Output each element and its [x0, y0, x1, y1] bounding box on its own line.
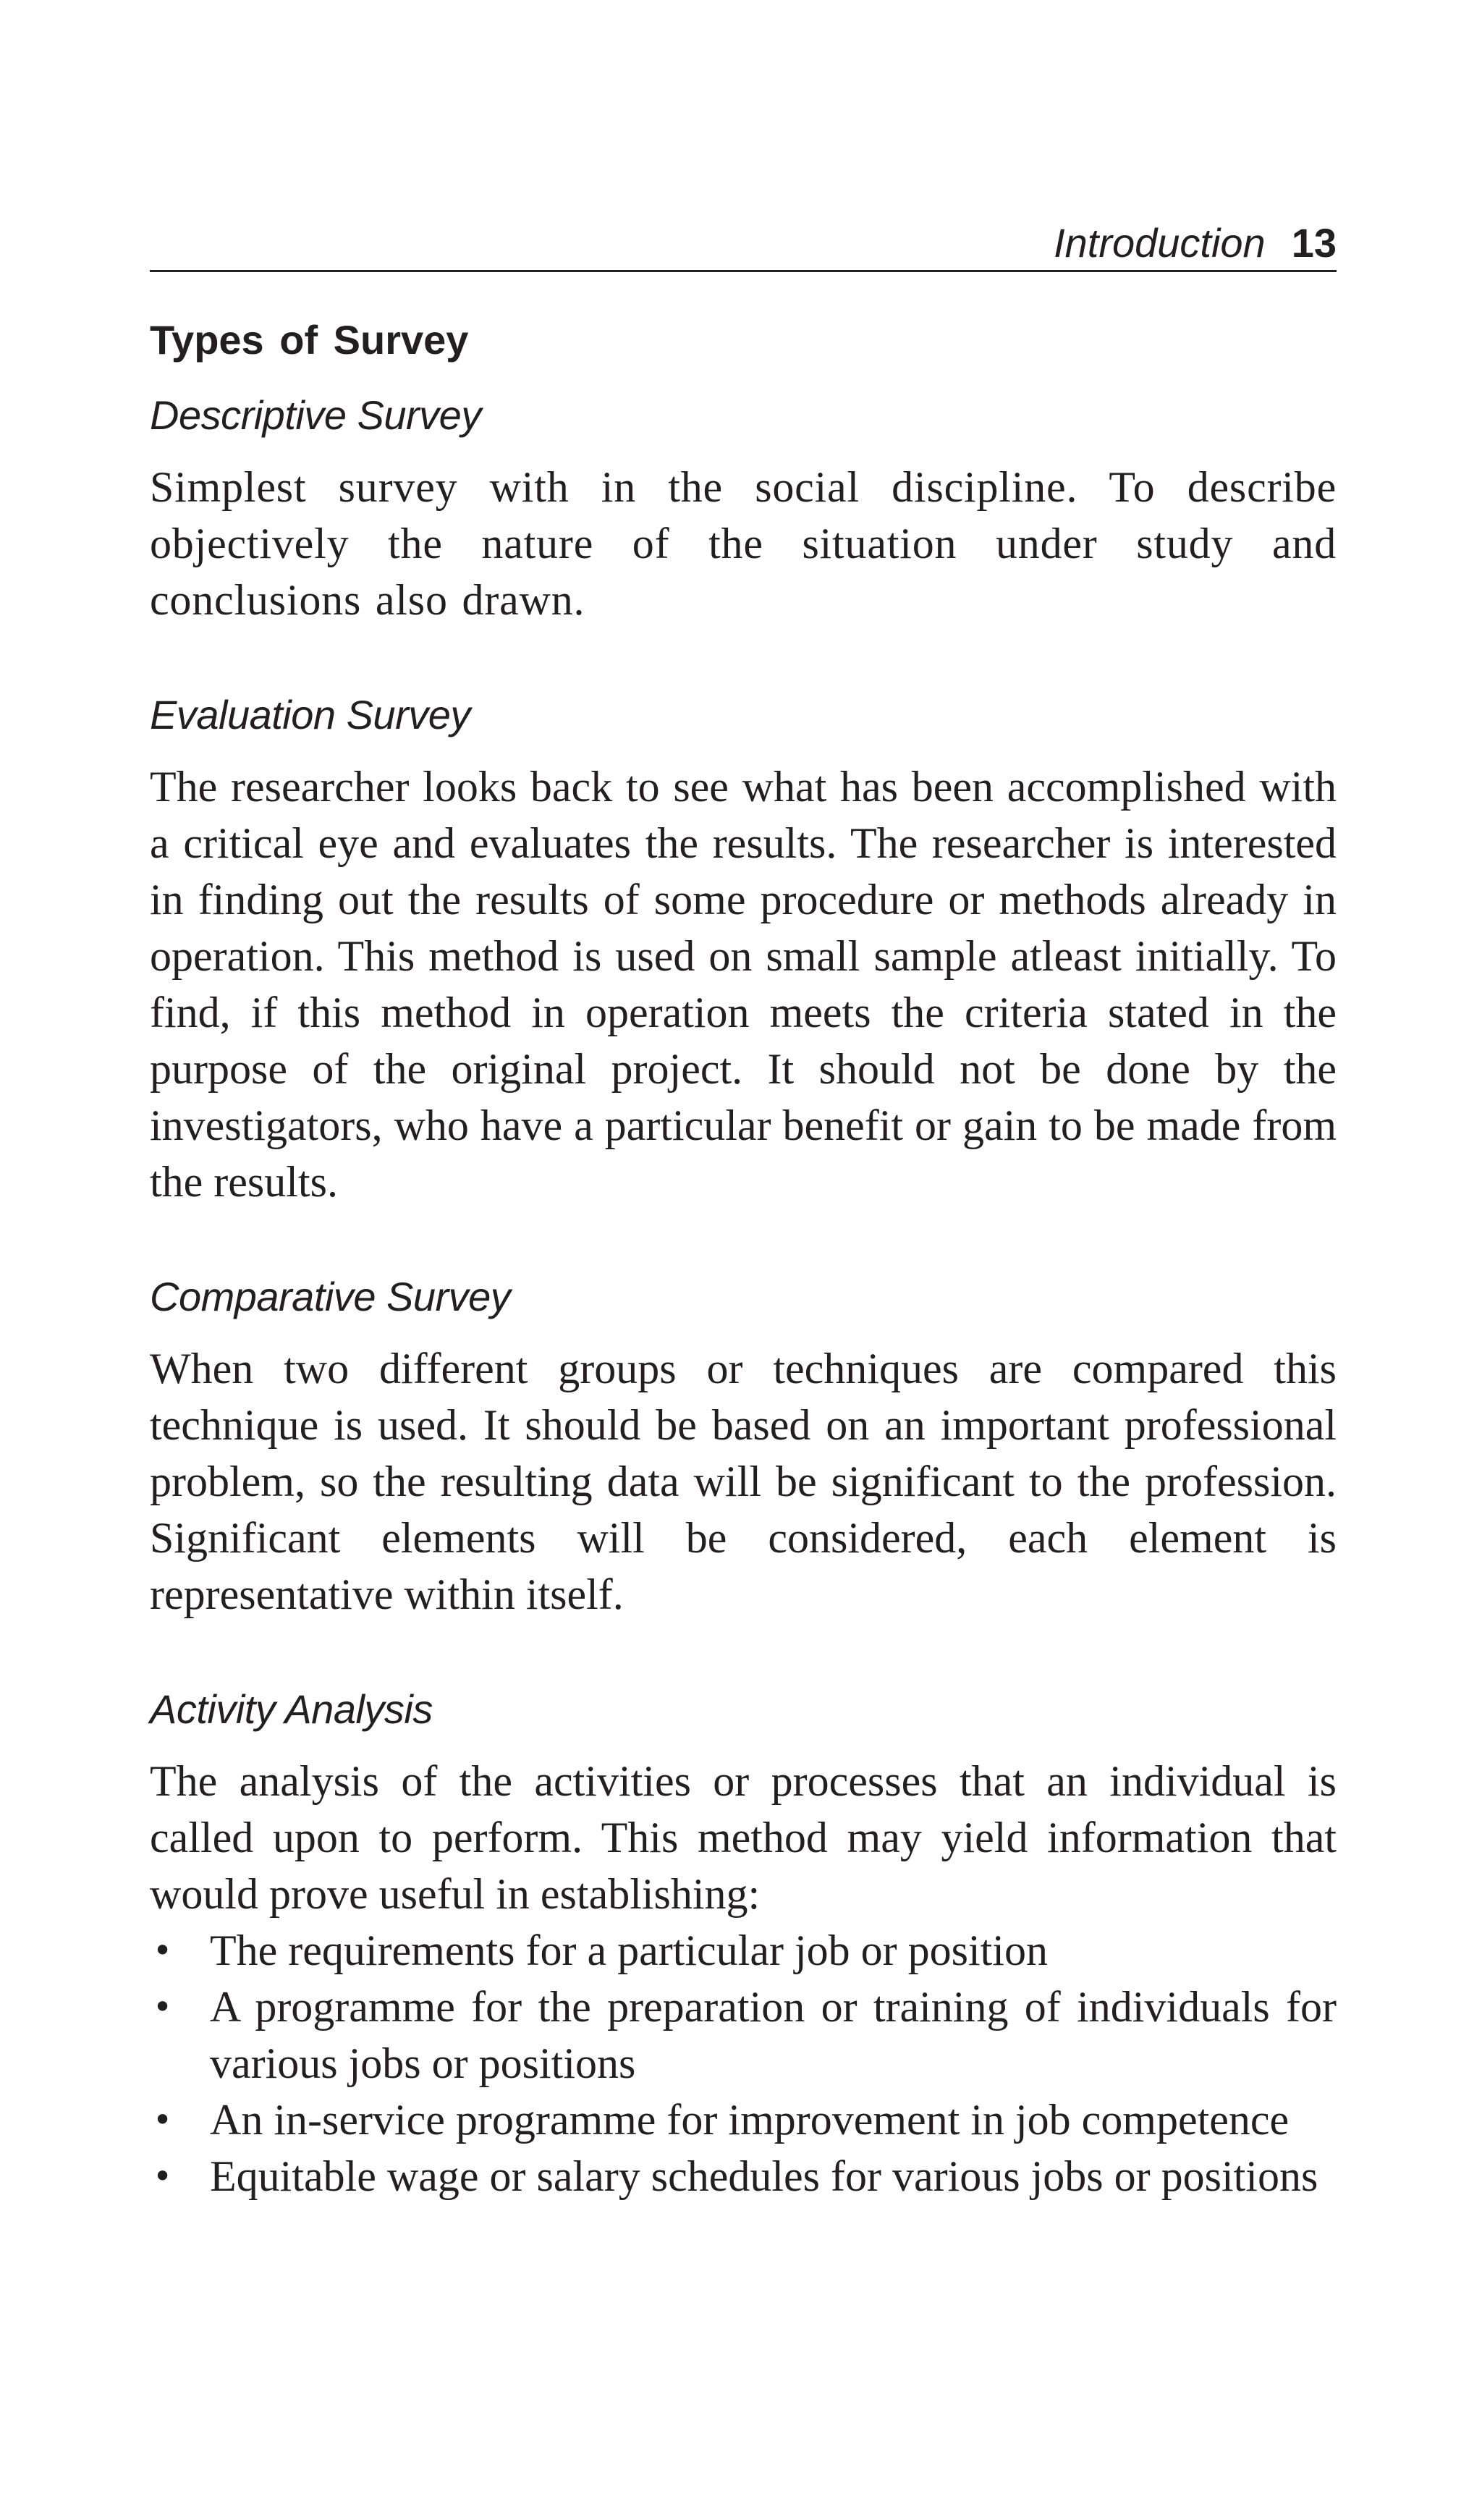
bullet-icon: • — [153, 1987, 173, 2026]
list-item — [150, 1922, 1337, 1979]
evaluation-survey-heading: Evaluation Survey — [150, 692, 470, 737]
evaluation-survey-section — [150, 686, 1337, 1210]
section-heading: Types of Survey — [150, 317, 469, 363]
list-item-text: A programme for the preparation or training of individuals for various jobs or positions — [210, 1983, 1337, 2087]
comparative-survey-paragraph: When two different groups or techniques are compared this technique is used. It should be based on an important professional problem, so the resulting data will be significant to the profession. Significant elements will be considered, each element is representative within itself. — [150, 1345, 1337, 1618]
list-item-text: The requirements for a particular job or position — [210, 1927, 1048, 1974]
header-rule — [150, 270, 1337, 272]
page-content — [150, 311, 1337, 2204]
bullet-icon: • — [153, 2157, 173, 2196]
list-item — [150, 2092, 1337, 2148]
page-number: 13 — [1291, 220, 1337, 266]
activity-analysis-heading: Activity Analysis — [150, 1686, 433, 1732]
activity-analysis-paragraph: The analysis of the activities or processes that an individual is called upon to perform. This method may yield information that would prove useful in establishing: — [150, 1757, 1337, 1918]
section-gap — [150, 628, 1337, 686]
descriptive-survey-heading: Descriptive Survey — [150, 392, 481, 438]
section-gap — [150, 1623, 1337, 1680]
list-item-text: Equitable wage or salary schedules for various jobs or positions — [210, 2152, 1318, 2200]
comparative-survey-heading: Comparative Survey — [150, 1274, 511, 1319]
list-item — [150, 2148, 1337, 2204]
activity-analysis-bullet-list — [150, 1922, 1337, 2204]
running-header-title: Introduction — [1054, 220, 1266, 266]
descriptive-survey-paragraph: Simplest survey with in the social discipline. To describe objectively the nature of the situation under study and conclusions also drawn. — [150, 463, 1337, 624]
evaluation-survey-paragraph: The researcher looks back to see what has been accomplished with a critical eye and evaluates the results. The researcher is interested in finding out the results of some procedure or methods already in operation. This method is used on small sample atleast initially. To find, if this method in operation meets the criteria stated in the purpose of the original project. It should not be done by the investigators, who have a particular benefit or gain to be made from the results. — [150, 763, 1337, 1206]
bullet-icon: • — [153, 2100, 173, 2139]
descriptive-survey-section — [150, 386, 1337, 628]
list-item-text: An in-service programme for improvement in job competence — [210, 2096, 1290, 2144]
list-item — [150, 1979, 1337, 2092]
activity-analysis-section — [150, 1680, 1337, 2204]
section-gap — [150, 1210, 1337, 1268]
running-header — [150, 214, 1337, 272]
comparative-survey-section — [150, 1268, 1337, 1623]
bullet-icon: • — [153, 1931, 173, 1970]
